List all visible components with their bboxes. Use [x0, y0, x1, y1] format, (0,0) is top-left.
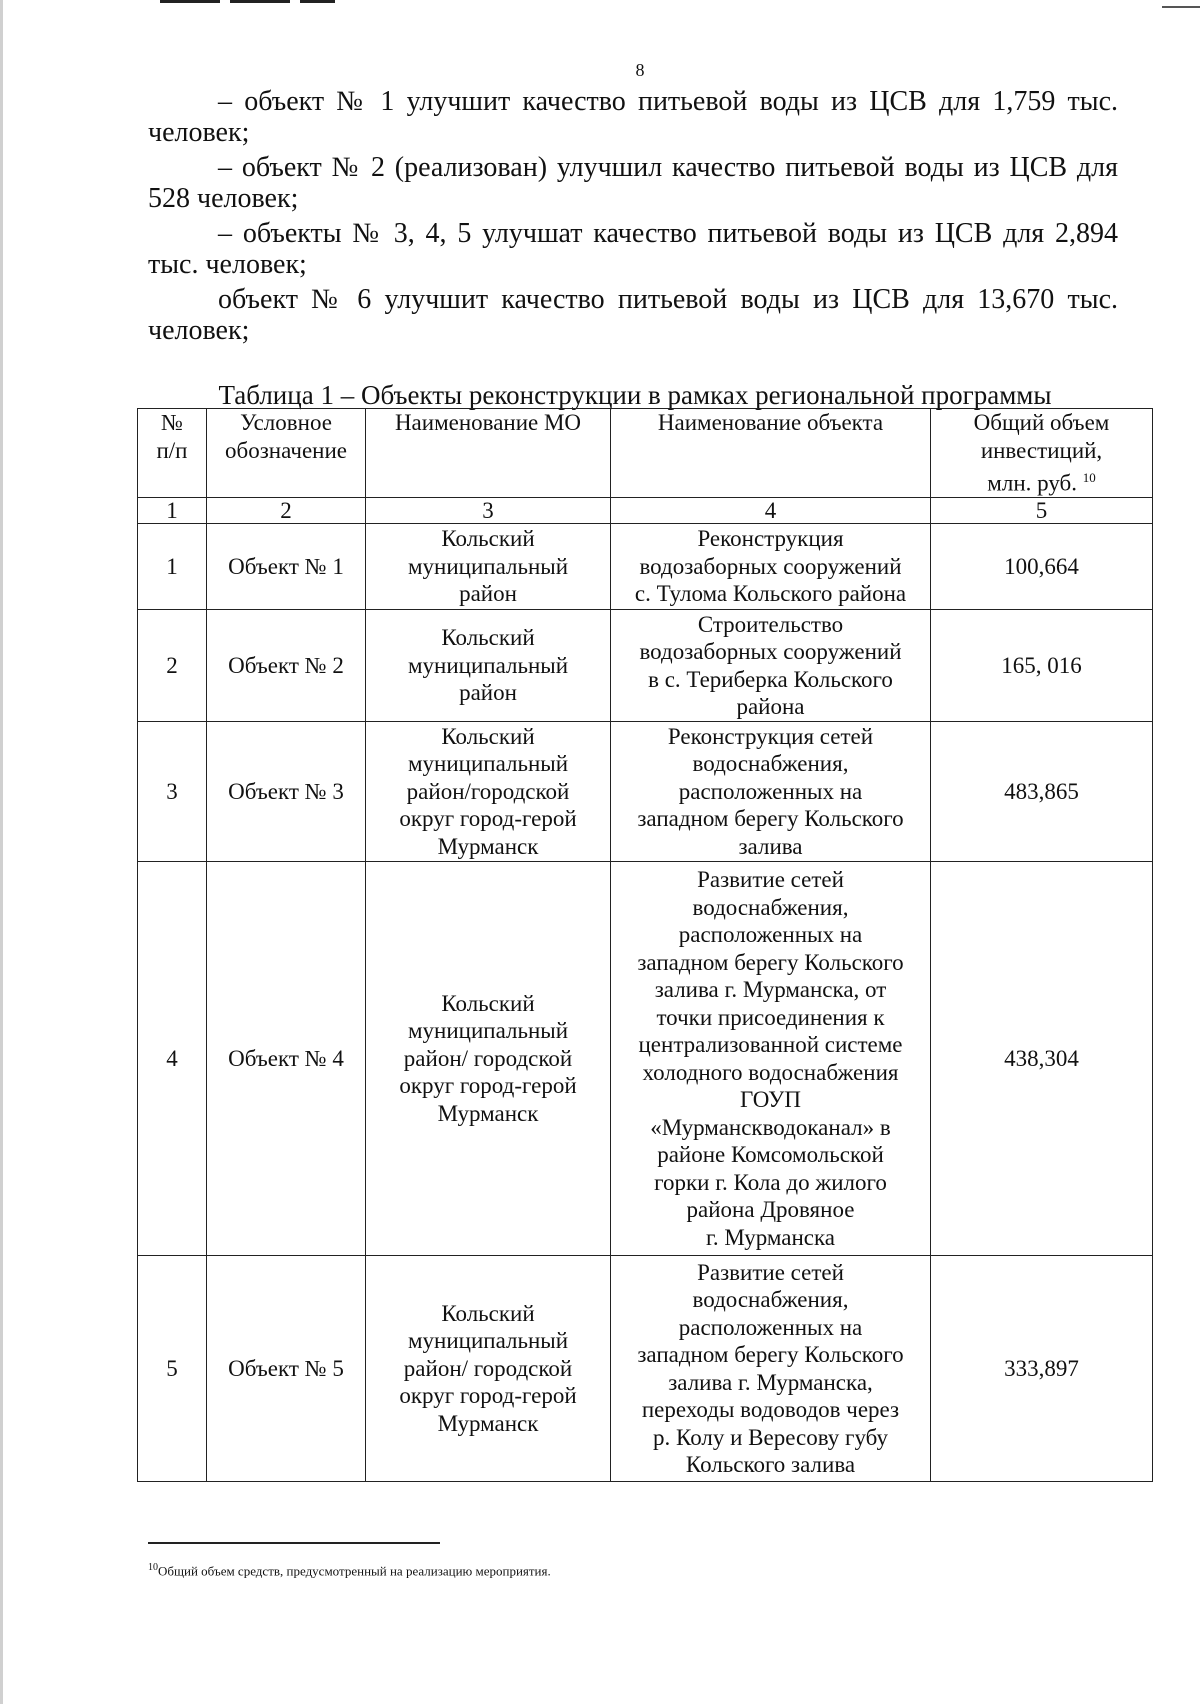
- cell-number: 4: [138, 862, 207, 1256]
- paragraph-line: – объект № 1 улучшит качество питьевой воды из ЦСВ для 1,759 тыс.: [218, 86, 1118, 117]
- cell-investment: 483,865: [931, 722, 1153, 862]
- cell-investment: 165, 016: [931, 610, 1153, 722]
- cell-number: 3: [138, 722, 207, 862]
- cell-mo: Кольский муниципальный район: [366, 524, 611, 610]
- table-row: [138, 722, 1153, 862]
- scan-edge-top-right: [1162, 6, 1200, 8]
- column-number: 3: [366, 498, 611, 524]
- cell-investment: 100,664: [931, 524, 1153, 610]
- footnote: [148, 1560, 551, 1579]
- scan-edge-left: [0, 0, 3, 1704]
- cell-number: 1: [138, 524, 207, 610]
- table-caption: Таблица 1 – Объекты реконструкции в рамках региональной программы: [218, 380, 1052, 410]
- header-object: Наименование объекта: [611, 409, 931, 498]
- paragraph-object-2: [148, 152, 1118, 214]
- paragraph-line: объект № 6 улучшит качество питьевой воды из ЦСВ для 13,670 тыс.: [218, 284, 1118, 315]
- cell-code: Объект № 4: [207, 862, 366, 1256]
- paragraph-line: человек;: [148, 117, 250, 148]
- cell-object: Развитие сетей водоснабжения, расположенных на западном берегу Кольского залива г. Мурманска, от точки присоединения к централизованной системе холодного водоснабжения ГОУП «Мурманскводоканал» в районе Комсомольской горки г. Кола до жилого района Дровяное г. Мурманска: [611, 862, 931, 1256]
- cell-code: Объект № 2: [207, 610, 366, 722]
- cell-investment: 438,304: [931, 862, 1153, 1256]
- table-row: [138, 610, 1153, 722]
- cell-mo: Кольский муниципальный район/городской округ город-герой Мурманск: [366, 722, 611, 862]
- column-number: 4: [611, 498, 931, 524]
- page-number: 8: [635, 60, 645, 80]
- header-investment-text: Общий объем инвестиций, млн. руб.: [973, 410, 1110, 496]
- objects-table: [137, 408, 1153, 1482]
- footnote-mark: 10: [1082, 470, 1096, 485]
- cell-mo: Кольский муниципальный район/ городской округ город-герой Мурманск: [366, 1256, 611, 1482]
- header-code: Условное обозначение: [207, 409, 366, 498]
- table-row: [138, 862, 1153, 1256]
- column-number: 2: [207, 498, 366, 524]
- cell-code: Объект № 1: [207, 524, 366, 610]
- cell-mo: Кольский муниципальный район/ городской округ город-герой Мурманск: [366, 862, 611, 1256]
- cell-investment: 333,897: [931, 1256, 1153, 1482]
- paragraph-object-6: [148, 284, 1118, 346]
- paragraph-line: человек;: [148, 315, 250, 346]
- paragraph-objects-3-5: [148, 218, 1118, 280]
- paragraph-object-1: [148, 86, 1118, 148]
- cell-number: 5: [138, 1256, 207, 1482]
- paragraph-line: – объект № 2 (реализован) улучшил качество питьевой воды из ЦСВ для: [218, 152, 1118, 183]
- cell-object: Строительство водозаборных сооружений в с. Териберка Кольского района: [611, 610, 931, 722]
- footnote-text: Общий объем средств, предусмотренный на реализацию мероприятия.: [158, 1563, 551, 1579]
- paragraph-line: – объекты № 3, 4, 5 улучшат качество питьевой воды из ЦСВ для 2,894: [218, 218, 1118, 249]
- table-row: [138, 524, 1153, 610]
- column-number: 1: [138, 498, 207, 524]
- table-row: [138, 1256, 1153, 1482]
- table-header-row: [138, 409, 1153, 498]
- cell-code: Объект № 5: [207, 1256, 366, 1482]
- footnote-number: 10: [148, 1562, 158, 1573]
- footnote-separator: [148, 1542, 440, 1544]
- paragraph-line: 528 человек;: [148, 183, 299, 214]
- column-number: 5: [931, 498, 1153, 524]
- cell-object: Реконструкция сетей водоснабжения, расположенных на западном берегу Кольского залива: [611, 722, 931, 862]
- scan-edge-top: [300, 0, 335, 3]
- scan-edge-top: [230, 0, 290, 3]
- header-investment: [931, 409, 1153, 498]
- cell-object: Развитие сетей водоснабжения, расположенных на западном берегу Кольского залива г. Мурманска, переходы водоводов через р. Колу и Вересову губу Кольского залива: [611, 1256, 931, 1482]
- cell-code: Объект № 3: [207, 722, 366, 862]
- cell-mo: Кольский муниципальный район: [366, 610, 611, 722]
- column-number-row: [138, 498, 1153, 524]
- paragraph-line: тыс. человек;: [148, 249, 307, 280]
- header-number: № п/п: [138, 409, 207, 498]
- scan-edge-top: [160, 0, 220, 3]
- header-mo: Наименование МО: [366, 409, 611, 498]
- cell-object: Реконструкция водозаборных сооружений с. Тулома Кольского района: [611, 524, 931, 610]
- cell-number: 2: [138, 610, 207, 722]
